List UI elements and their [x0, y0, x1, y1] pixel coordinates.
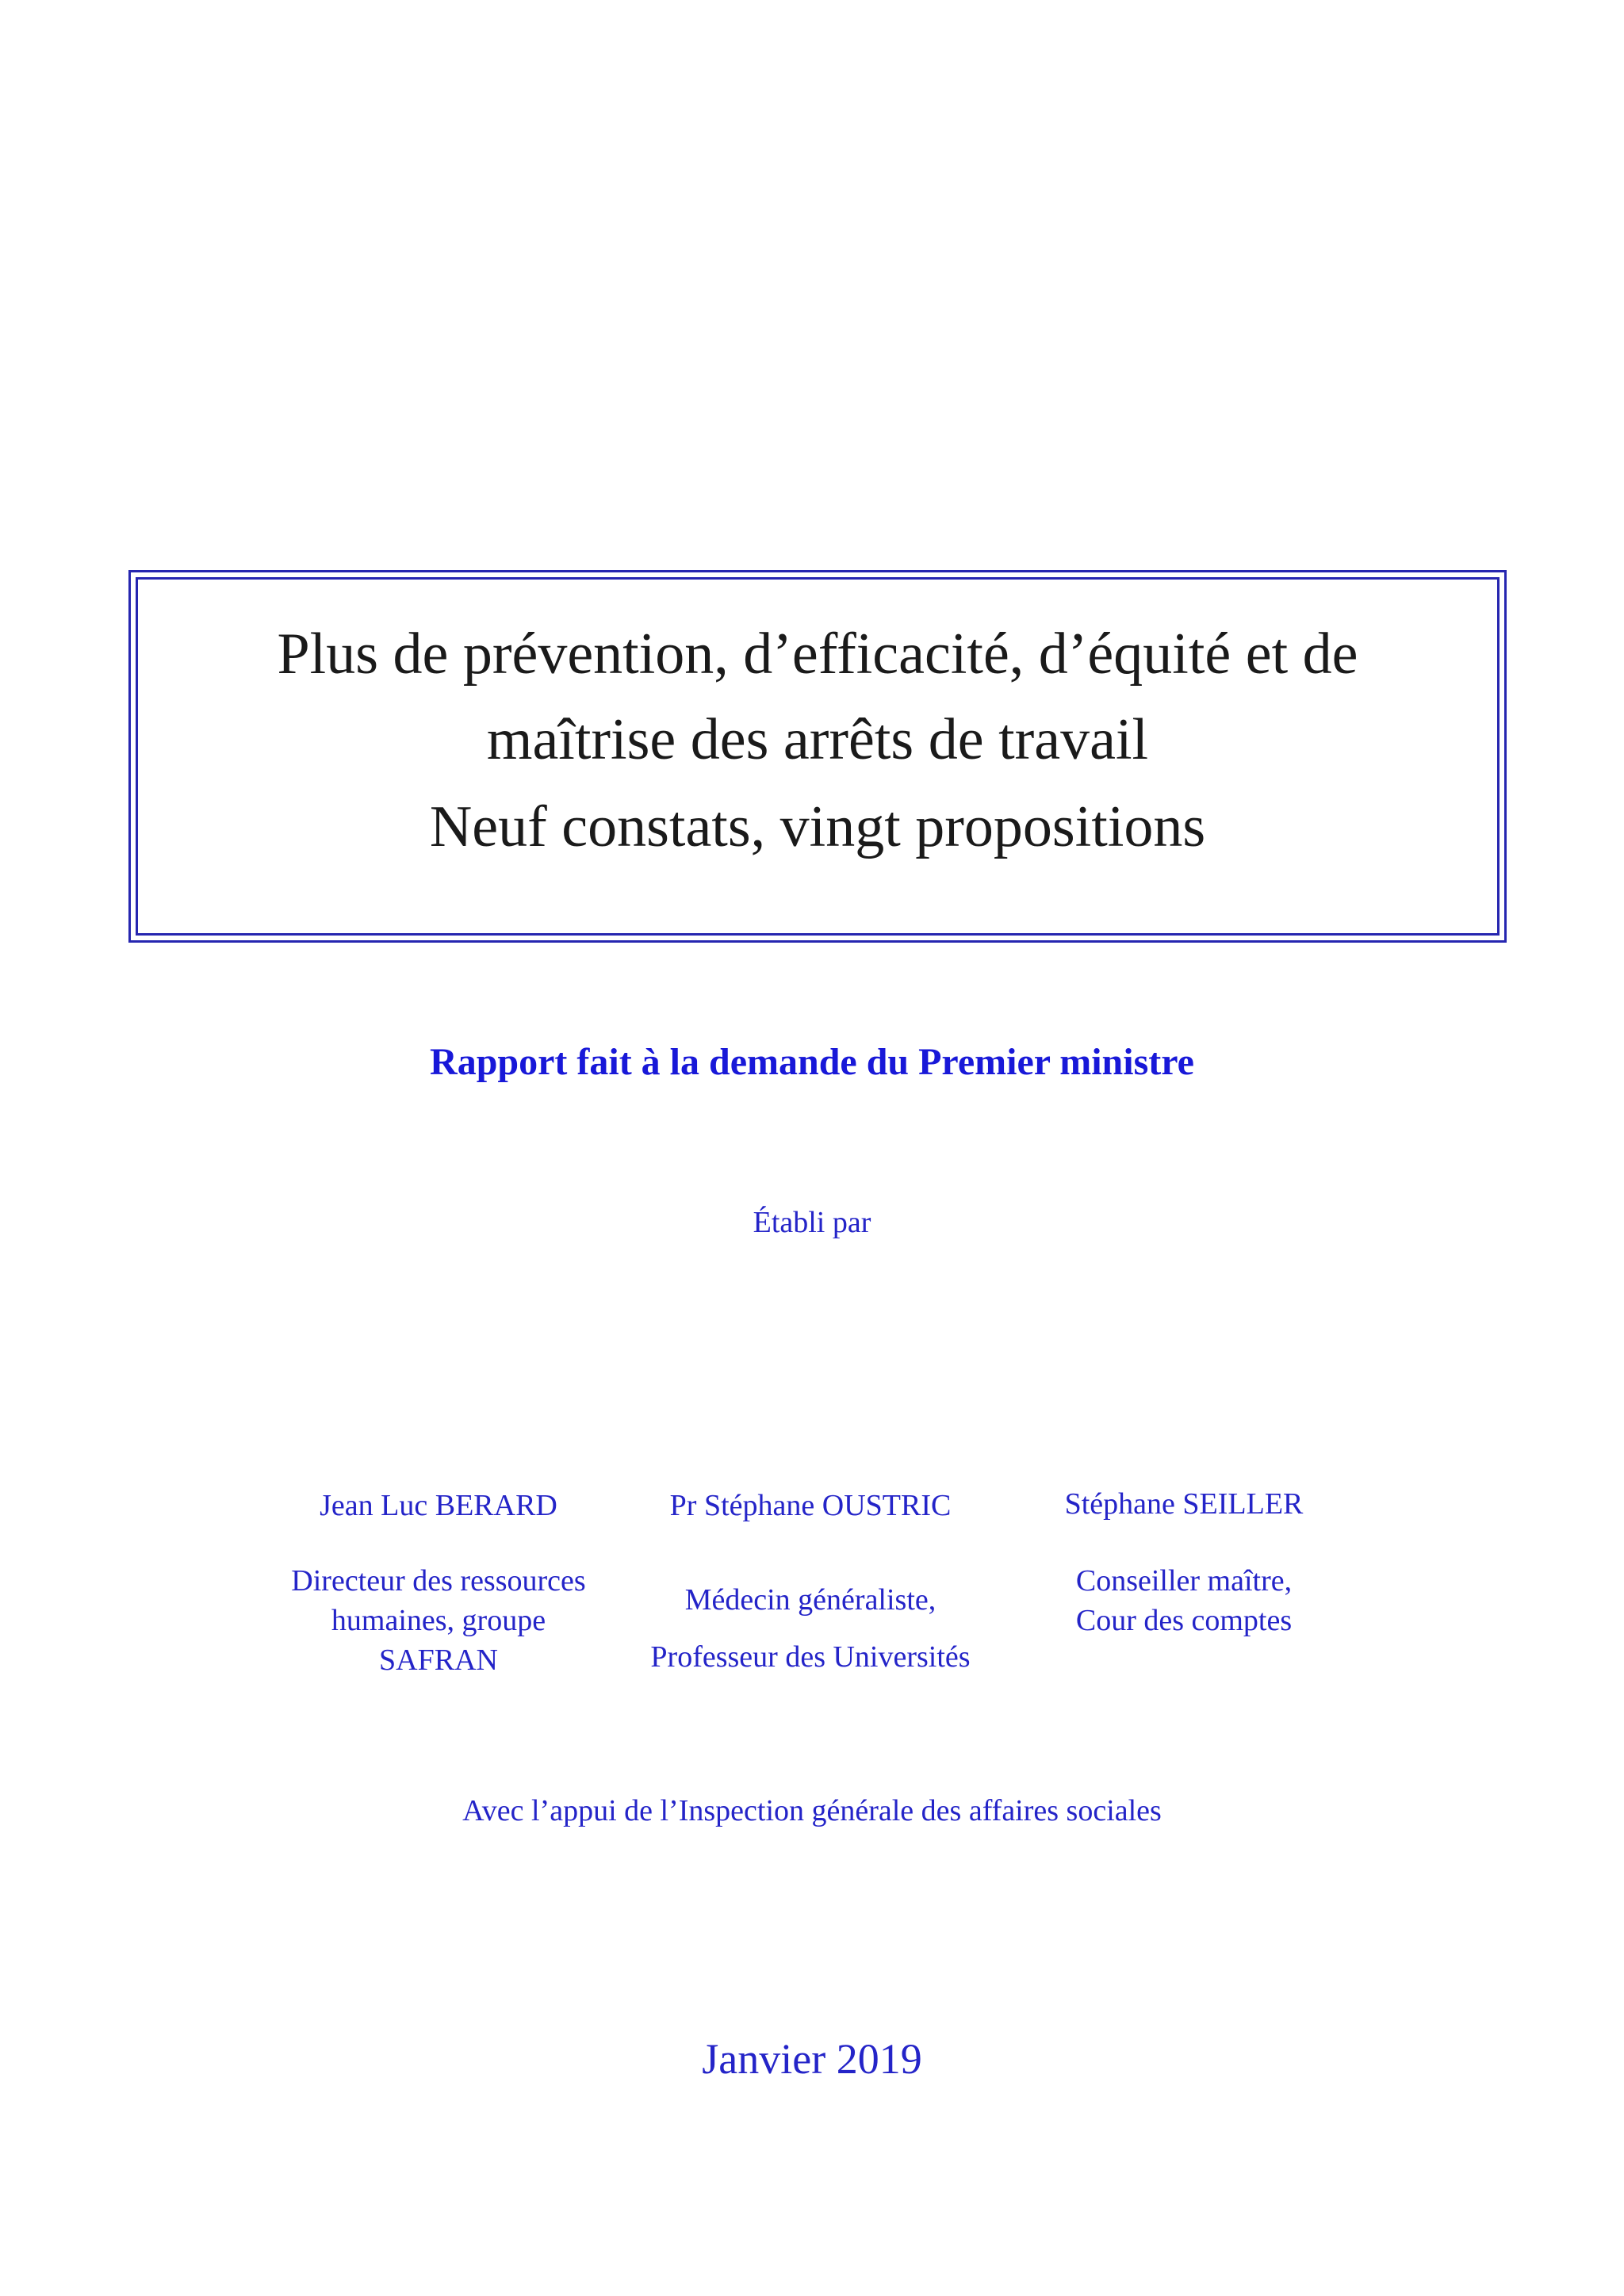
author-block-oustric — [612, 1484, 1009, 1686]
author-role-line: Cour des comptes — [1075, 1604, 1293, 1637]
support-line: Avec l’appui de l’Inspection générale des affaires sociales — [462, 1794, 1162, 1827]
title-frame — [128, 570, 1507, 943]
established-by-label: Établi par — [753, 1206, 871, 1239]
title-frame-inner — [136, 577, 1500, 936]
title-line-2: maîtrise des arrêts de travail — [486, 707, 1149, 772]
author-role — [612, 1571, 1009, 1686]
author-role — [240, 1561, 637, 1680]
author-name: Stéphane SEILLER — [1064, 1487, 1304, 1521]
author-name: Pr Stéphane OUSTRIC — [669, 1489, 952, 1522]
author-role-line: Conseiller maître, — [1075, 1564, 1293, 1598]
subtitle: Neuf constats, vingt propositions — [429, 794, 1206, 859]
author-block-seiller — [986, 1483, 1382, 1640]
report-request-line: Rapport fait à la demande du Premier ministre — [430, 1041, 1194, 1083]
author-role-line: humaines, groupe — [331, 1604, 546, 1637]
author-role-line: SAFRAN — [379, 1644, 498, 1677]
author-block-berard — [240, 1484, 637, 1680]
publication-date: Janvier 2019 — [702, 2035, 922, 2083]
author-role-line: Médecin généraliste, — [684, 1583, 936, 1617]
author-role-line: Directeur des ressources — [291, 1564, 586, 1598]
author-role — [986, 1561, 1382, 1640]
author-name: Jean Luc BERARD — [320, 1489, 557, 1522]
author-role-line: Professeur des Universités — [650, 1640, 971, 1674]
title-line-1: Plus de prévention, d’efficacité, d’équité et de — [277, 622, 1358, 687]
